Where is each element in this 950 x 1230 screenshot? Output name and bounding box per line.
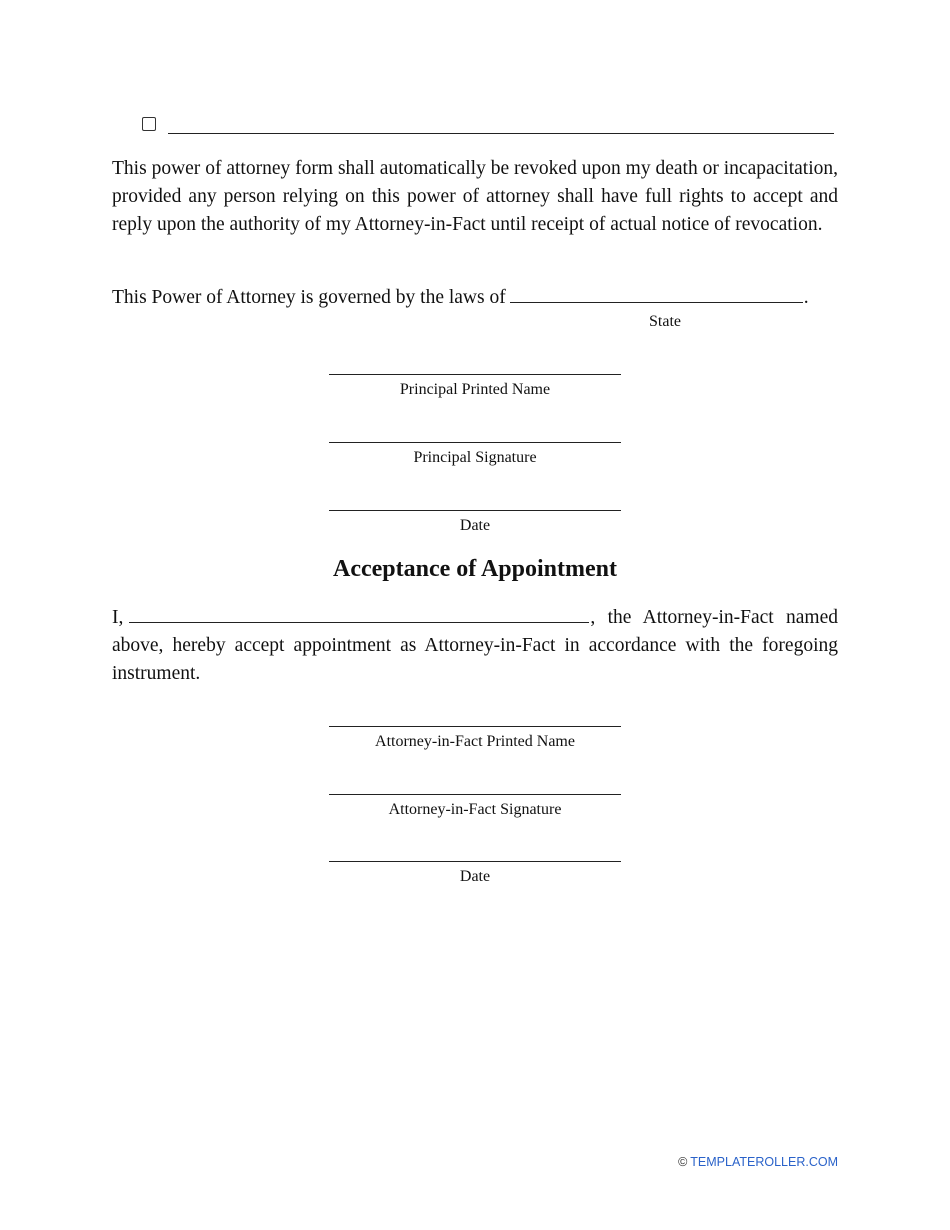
acceptance-prefix: I, [112, 607, 124, 628]
acceptance-heading: Acceptance of Appointment [333, 556, 617, 582]
attorney-signature-line[interactable] [329, 794, 621, 795]
attorney-date-line[interactable] [329, 861, 621, 862]
attorney-signature-block [329, 794, 621, 820]
principal-printed-name-line[interactable] [329, 374, 621, 375]
attorney-name-fill-line[interactable] [129, 602, 589, 623]
principal-signature-block [329, 442, 621, 468]
option-checkbox[interactable] [142, 117, 156, 131]
copyright-symbol: © [678, 1155, 688, 1169]
acceptance-text: , the Attorney-in-Fact named above, hereby accept appointment as Attorney-in-Fact in accordance with the foregoing instrument. [112, 607, 838, 684]
footer-credit [678, 1154, 838, 1170]
attorney-date-block [329, 861, 621, 887]
option-fill-line[interactable] [168, 133, 834, 134]
templateroller-link[interactable]: TEMPLATEROLLER.COM [690, 1155, 838, 1169]
governing-law-text: This Power of Attorney is governed by the laws of [112, 287, 506, 308]
attorney-printed-name-line[interactable] [329, 726, 621, 727]
attorney-printed-name-label: Attorney-in-Fact Printed Name [375, 733, 575, 750]
governing-law-period: . [803, 287, 809, 308]
governing-law-line [112, 282, 809, 312]
principal-signature-label: Principal Signature [413, 449, 537, 466]
principal-date-block [329, 510, 621, 536]
state-field-label: State [649, 313, 681, 330]
principal-date-label: Date [459, 517, 491, 534]
attorney-printed-name-block [329, 726, 621, 752]
principal-signature-line[interactable] [329, 442, 621, 443]
state-fill-line[interactable] [510, 282, 803, 303]
attorney-signature-label: Attorney-in-Fact Signature [388, 801, 562, 818]
attorney-date-label: Date [459, 868, 491, 885]
revocation-paragraph: This power of attorney form shall automatically be revoked upon my death or incapacitation, provided any person relying on this power of attorney shall have full rights to accept and reply upon the authority of my Attorney-in-Fact until receipt of actual notice of revocation. [112, 158, 838, 235]
option-row [142, 114, 834, 138]
principal-date-line[interactable] [329, 510, 621, 511]
principal-printed-name-label: Principal Printed Name [399, 381, 551, 398]
principal-printed-name-block [329, 374, 621, 400]
acceptance-paragraph [112, 602, 838, 688]
